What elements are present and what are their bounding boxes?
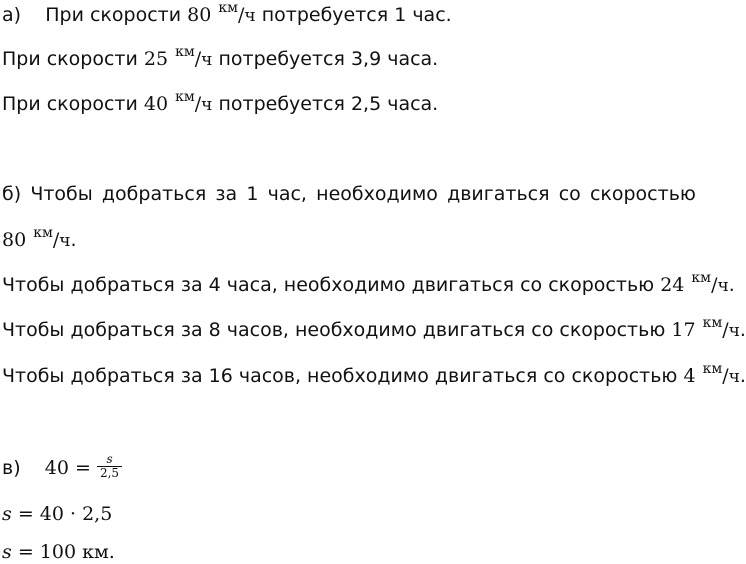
fraction-numerator: s [106,452,113,466]
part-b-line-2: Чтобы добраться за 4 часа, необходимо двигаться со скоростью 24 $^{км}$/ч. [2,270,735,296]
part-a-line-3 [2,89,439,118]
variable: s [2,541,12,563]
part-a-line-2 [2,44,439,73]
text: При скорости [2,93,138,115]
equation-rhs: = 40 · 2,5 [17,503,113,525]
part-c-marker: в) [2,457,21,479]
text: потребуется 1 час. [261,4,452,26]
text: При скорости [45,4,182,26]
part-c-line-3 [2,540,115,564]
speed-value: 40 $^{км}$/ч [143,89,213,115]
part-b-line-3: Чтобы добраться за 8 часов, необходимо двигаться со скоростью 17 $^{км}$/ч. [2,315,746,341]
speed-value: 4 $^{км}$/ч [683,361,740,387]
word: Чтобы [30,183,93,205]
word: со [558,183,581,205]
text: Чтобы добраться за 4 часа, необходимо двигаться со скоростью [2,274,655,296]
word: необходимо [316,183,438,205]
speed-value: 80 $^{км}$/ч [187,0,256,26]
part-c-line-1 [2,452,122,482]
part-b-line-1-cont: 80 $^{км}$/ч. [2,225,77,251]
fraction [97,453,122,480]
speed-value: 25 $^{км}$/ч [143,44,213,70]
speed-value: 17 $^{км}$/ч [671,315,740,341]
word: за [215,183,238,205]
equation-lhs: 40 = [44,457,91,479]
variable: s [2,503,12,525]
part-a-line-1 [2,0,452,29]
part-b-line-4: Чтобы добраться за 16 часов, необходимо двигаться со скоростью 4 $^{км}$/ч. [2,361,746,387]
text: При скорости [2,48,138,70]
equation-rhs: = 100 км. [17,541,115,563]
text: Чтобы добраться за 8 часов, необходимо двигаться со скоростью [2,319,666,341]
word: скоростью [589,183,696,205]
part-c-line-2 [2,502,112,526]
part-b-marker: б) [2,183,22,205]
part-b-line-1 [2,182,696,206]
word: час, [267,183,307,205]
fraction-denominator: 2,5 [97,466,122,480]
word: 1 [246,183,259,205]
speed-value: 80 $^{км}$/ч [2,225,71,251]
text: Чтобы добраться за 16 часов, необходимо двигаться со скоростью [2,365,678,387]
word: двигаться [447,183,550,205]
speed-value: 24 $^{км}$/ч [660,270,729,296]
part-a-marker: а) [2,4,22,26]
word: добраться [101,183,207,205]
text: потребуется 3,9 часа. [218,48,439,70]
text: потребуется 2,5 часа. [218,93,439,115]
